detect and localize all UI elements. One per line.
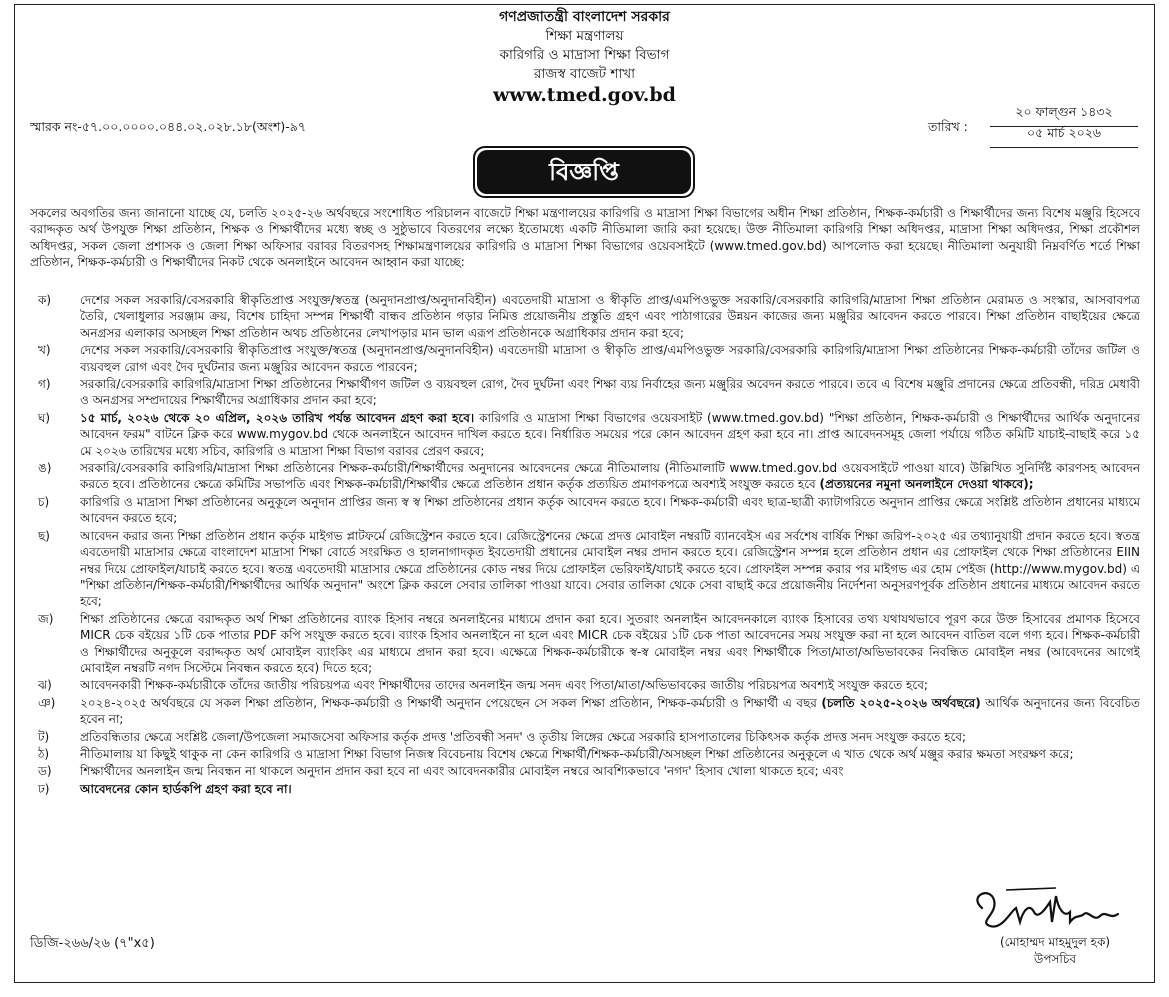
condition-item	[30, 611, 1140, 677]
condition-label: চ)	[38, 494, 50, 509]
memo-reference: স্মারক নং-৫৭.০০.০০০০.০৪৪.০২.০২৮.১৮(অংশ)-৯৭	[30, 119, 307, 134]
condition-text-bold: ১৫ মার্চ, ২০২৬ থেকে ২০ এপ্রিল, ২০২৬ তারিখ পর্যন্ত আবেদন গ্রহণ করা হবে।	[80, 410, 475, 425]
condition-text	[80, 611, 1140, 677]
condition-item	[30, 781, 1140, 797]
condition-text-pre: দেশের সকল সরকারি/বেসরকারি স্বীকৃতিপ্রাপ্ত সংযুক্ত/স্বতন্ত্র (অনুদানপ্রাপ্ত/অনুদানবিহীন) এবতেদায়ী মাদ্রাসা ও স্বীকৃতি প্রাপ্ত/এমপিওভুক্ত সরকারি/বেসরকারি কারিগরি/মাদ্রাসা শিক্ষা প্রতিষ্ঠান মেরামত ও সংস্কার, আসবাবপত্র তৈরি, খেলাধুলার সরঞ্জাম ক্রয়, বিশেষ চাহিদা সম্পন্ন শিক্ষার্থী বান্ধব প্রতিষ্ঠান গড়ার নিমিত্ত প্রয়োজনীয় প্রস্তুতি গ্রহণ এবং পাঠাগারের উন্নয়ন কাজের জন্য মঞ্জুরির আবেদন করতে পারবে। শিক্ষা প্রতিষ্ঠান বাছাইয়ের ক্ষেত্রে অনগ্রসর এলাকার অসচ্ছল শিক্ষা প্রতিষ্ঠান অথচ প্রতিষ্ঠানের লেখাপড়ার মান ভাল এরূপ প্রতিষ্ঠানকে অগ্রাধিকার প্রদান করা হবে;	[80, 293, 1140, 340]
signatory-title: উপসচিব	[1033, 952, 1076, 966]
condition-text-pre: ২০২৪-২০২৫ অর্থবছরে যে সকল শিক্ষা প্রতিষ্ঠান, শিক্ষক-কর্মচারী ও শিক্ষার্থী অনুদান পেয়েছেন সে সকল শিক্ষা প্রতিষ্ঠান, শিক্ষক-কর্মচারী ও শিক্ষার্থী এ বছর	[80, 695, 822, 710]
condition-text	[80, 729, 1140, 745]
condition-text	[80, 494, 1140, 527]
condition-label: ড)	[38, 764, 52, 779]
condition-label: জ)	[38, 611, 54, 626]
condition-label: ক)	[38, 293, 52, 307]
condition-text	[80, 410, 1140, 459]
date-bangla: ২০ ফাল্গুন ১৪৩২	[990, 104, 1138, 127]
condition-text	[80, 342, 1140, 375]
condition-text-bold: (প্রত্যয়নের নমুনা অনলাইনে দেওয়া থাকবে);	[819, 477, 1034, 492]
condition-text-bold: আবেদনের কোন হার্ডকপি গ্রহণ করা হবে না।	[80, 781, 292, 796]
signature-icon	[960, 878, 1130, 934]
condition-label: ছ)	[38, 528, 50, 543]
dg-code: ডিজি-২৬৬/২৬ (৭"x৫)	[30, 936, 155, 951]
condition-label: ঙ)	[38, 461, 52, 476]
condition-text-post: আর্থিক অনুদানের জন্য বিবেচিত হবেন না;	[80, 695, 1141, 727]
condition-item	[30, 494, 1140, 527]
condition-text-pre: আবেদনকারী শিক্ষক-কর্মচারীকে তাঁদের জাতীয় পরিচয়পত্র এবং শিক্ষার্থীদের তাদের অনলাইন জন্ম সনদ এবং পিতা/মাতা/অভিভাবকের জাতীয় পরিচয়পত্র অবশ্যই সংযুক্ত করতে হবে;	[80, 678, 928, 693]
condition-text	[80, 695, 1140, 728]
condition-label: গ)	[38, 377, 51, 392]
intro-paragraph: সকলের অবগতির জন্য জানানো যাচ্ছে যে, চলতি ২০২৫-২৬ অর্থবছরে সংশোধিত পরিচালন বাজেটে শিক্ষা মন্ত্রণালয়ের কারিগরি ও মাদ্রাসা শিক্ষা বিভাগের অধীন শিক্ষা প্রতিষ্ঠান, শিক্ষক-কর্মচারী ও শিক্ষার্থীদের জন্য বিশেষ মঞ্জুরি হিসেবে বরাদ্দকৃত অর্থ উপযুক্ত শিক্ষা প্রতিষ্ঠান, শিক্ষক ও শিক্ষার্থীদের মধ্যে স্বচ্ছ ও সুষ্ঠুভাবে বিতরণের লক্ষ্যে ইতোমধ্যে একটি নীতিমালা জারি করা হয়েছে। উক্ত নীতিমালা কারিগরি শিক্ষা অধিদপ্তর, মাদ্রাসা শিক্ষা অধিদপ্তর, শিক্ষা প্রকৌশল অধিদপ্তর, সকল জেলা প্রশাসক ও জেলা শিক্ষা অফিসার বরাবর বিতরণসহ শিক্ষামন্ত্রণালয়ের কারিগরি ও মাদ্রাসা শিক্ষা বিভাগের ওয়েবসাইটে (www.tmed.gov.bd) আপলোড করা হয়েছে। নীতিমালা অনুযায়ী নিম্নবর্ণিত শর্তে শিক্ষা প্রতিষ্ঠান, শিক্ষক-কর্মচারী ও শিক্ষার্থীদের নিকট থেকে অনলাইনে আবেদন আহ্বান করা যাচ্ছে:	[30, 206, 1140, 270]
condition-item	[30, 292, 1140, 341]
branch-name: রাজস্ব বাজেট শাখা	[533, 66, 636, 82]
condition-text	[80, 677, 1140, 693]
condition-text-pre: প্রতিবন্ধিতার ক্ষেত্রে সংশ্লিষ্ট জেলা/উপজেলা সমাজসেবা অফিসার কর্তৃক প্রদত্ত 'প্রতিবন্ধী সনদ' ও তৃতীয় লিঙ্গের ক্ষেত্রে সরকারি হাসপাতালের চিকিৎসক কর্তৃক প্রদত্ত সনদ সংযুক্ত করতে হবে;	[80, 729, 967, 744]
condition-text-bold: (চলতি ২০২৫-২০২৬ অর্থবছরে)	[821, 695, 981, 710]
date-gregorian: ০৫ মার্চ ২০২৬	[990, 125, 1138, 148]
condition-text-pre: আবেদন করার জন্য শিক্ষা প্রতিষ্ঠান প্রধান কর্তৃক মাইগভ প্লাটফর্মে রেজিস্ট্রেশন করতে হবে। রেজিস্ট্রেশনের ক্ষেত্রে প্রদত্ত মোবাইল নম্বরটি ব্যানবেইস এর সর্বশেষ বার্ষিক শিক্ষা জরিপ-২০২৫ এর তথ্যানুযায়ী প্রদান করতে হবে। স্বতন্ত্র এবতেদায়ী মাদ্রাসার ক্ষেত্রে বাংলাদেশ মাদ্রাসা শিক্ষা বোর্ডে সংরক্ষিত ও হালনাগাদকৃত ইবতেদায়ী প্রধানের মোবাইল নম্বর প্রদান করতে হবে। রেজিস্ট্রেশন সম্পন্ন হলে প্রতিষ্ঠান প্রধান এর প্রোফাইল থেকে শিক্ষা প্রতিষ্ঠানের EIIN নম্বর দিয়ে প্রোফাইল/যাচাই করতে হবে। স্বতন্ত্র এবতেদায়ী মাদ্রাসার ক্ষেত্রে প্রতিষ্ঠানের কোড নম্বর দিয়ে প্রোফাইল ভেরিফাই/যাচাই করতে হবে। প্রোফাইল সম্পন্ন করার পর মাইগভ এর হোম পেইজ (http://www.mygov.bd) এ "শিক্ষা প্রতিষ্ঠান/শিক্ষক-কর্মচারী/শিক্ষার্থীদের আর্থিক অনুদান" অংশে ক্লিক করলে সেবার তালিকা পাওয়া যাবে। সেবার তালিকা থেকে সেবা বাছাই করে প্রয়োজনীয় নির্দেশনা অনুসরণপূর্বক প্রতিষ্ঠান প্রধানের মাধ্যমে আবেদন করতে হবে;	[80, 528, 1140, 609]
condition-label: ঢ)	[38, 781, 50, 796]
condition-label: ঠ)	[38, 746, 50, 761]
condition-text-pre: সরকারি/বেসরকারি কারিগরি/মাদ্রাসা শিক্ষা প্রতিষ্ঠানের শিক্ষার্থীগণ জটিল ও ব্যয়বহুল রোগ, দৈব দুর্ঘটনা এবং শিক্ষা ব্যয় নির্বাহের জন্য মঞ্জুরির অবেদন করতে পারবে। তবে এ বিশেষ মঞ্জুরি প্রদানের ক্ষেত্রে প্রতিবন্ধী, দরিদ্র মেধাবী ও অনগ্রসর সম্প্রদায়ের শিক্ষার্থীদের অগ্রাধিকার প্রদান করা হবে;	[80, 377, 1140, 408]
division-name: কারিগরি ও মাদ্রাসা শিক্ষা বিভাগ	[499, 47, 670, 63]
condition-item	[30, 528, 1140, 610]
date-label: তারিখ :	[928, 119, 968, 134]
signatory-name: (মোহাম্মদ মাহমুদুল হক)	[999, 935, 1111, 949]
condition-item	[30, 376, 1140, 409]
condition-text	[80, 460, 1140, 493]
conditions-list	[30, 292, 1140, 798]
condition-item	[30, 460, 1140, 493]
condition-text	[80, 292, 1140, 341]
condition-text-pre: সরকারি/বেসরকারি কারিগরি/মাদ্রাসা শিক্ষা প্রতিষ্ঠানের শিক্ষক-কর্মচারী/শিক্ষার্থীদের অনুদানের আবেদনের ক্ষেত্রে নীতিমালায় (নীতিমালাটি www.tmed.gov.bd ওয়েবসাইটে পাওয়া যাবে) উল্লিখিত সুনির্দিষ্ট কারণসহ আবেদন করতে হবে। প্রতিষ্ঠানের ক্ষেত্রে কমিটির সভাপতি এবং শিক্ষক-কর্মচারী/শিক্ষার্থীর ক্ষেত্রে প্রতিষ্ঠান প্রধান কর্তৃক প্রত্যয়িত প্রমাণকপত্রে অবশ্যই সংযুক্ত করতে হবে	[80, 461, 1140, 492]
condition-text	[80, 746, 1140, 762]
condition-text	[80, 763, 1140, 779]
condition-text	[80, 528, 1140, 610]
condition-item	[30, 410, 1140, 459]
government-name: গণপ্রজাতন্ত্রী বাংলাদেশ সরকার	[499, 9, 670, 25]
condition-text-pre: নীতিমালায় যা কিছুই থাকুক না কেন কারিগরি ও মাদ্রাসা শিক্ষা বিভাগ নিজস্ব বিবেচনায় বিশেষ ক্ষেত্রে শিক্ষার্থী/শিক্ষক-কর্মচারী/অসচ্ছল শিক্ষা প্রতিষ্ঠানের অনুকূলে এ খাত থেকে অর্থ মঞ্জুর করার ক্ষমতা সংরক্ষণ করে;	[80, 746, 1074, 761]
condition-item	[30, 677, 1140, 693]
condition-item	[30, 763, 1140, 779]
website-link[interactable]: www.tmed.gov.bd	[493, 84, 676, 106]
condition-item	[30, 342, 1140, 375]
condition-text-pre: দেশের সকল সরকারি/বেসরকারি স্বীকৃতিপ্রাপ্ত সংযুক্ত/স্বতন্ত্র (অনুদানপ্রাপ্ত/অনুদানবিহীন) এবতেদায়ী মাদ্রাসা ও স্বীকৃতি প্রাপ্ত/এমপিওভুক্ত সরকারি/বেসরকারি কারিগরি/মাদ্রাসা শিক্ষা প্রতিষ্ঠানের শিক্ষক-কর্মচারী তাঁদের জটিল ও ব্যয়বহুল রোগ এবং দৈব দুর্ঘটনার জন্য মঞ্জুরির আবেদন করতে পারবেন;	[80, 343, 1140, 374]
condition-label: ঞ)	[38, 695, 56, 710]
signatory-block	[975, 934, 1135, 968]
condition-item	[30, 729, 1140, 745]
condition-text-pre: শিক্ষার্থীদের অনলাইন জন্ম নিবন্ধন না থাকলে অনুদান প্রদান করা হবে না এবং আবেদনকারীর মোবাইল নম্বরে আবশ্যিকভাবে 'নগদ' হিসাব খোলা থাকতে হবে; এবং	[80, 764, 844, 779]
condition-label: ঘ)	[38, 410, 51, 425]
condition-text-post: কারিগরি ও মাদ্রাসা শিক্ষা বিভাগের ওয়েবসাইট (www.tmed.gov.bd) "শিক্ষা প্রতিষ্ঠান, শিক্ষক-কর্মচারী ও শিক্ষার্থীদের আর্থিক অনুদানের আবেদন ফরম" বাটনে ক্লিক করে www.mygov.bd থেকে অনলাইনে আবেদন দাখিল করতে হবে। নির্ধারিত সময়ের পরে কোন আবেদন গ্রহণ করা হবে না। প্রাপ্ত আবেদনসমূহ জেলা পর্যায়ে গঠিত কমিটি যাচাই-বাছাই করে ১৫ মে ২০২৬ তারিখের মধ্যে সচিব, কারিগরি ও মাদ্রাসা শিক্ষা বিভাগ বরাবর প্রেরণ করবে;	[80, 410, 1140, 458]
letterhead	[0, 8, 1169, 106]
ministry-name: শিক্ষা মন্ত্রণালয়	[545, 28, 624, 44]
condition-label: ঝ)	[38, 678, 52, 693]
condition-item	[30, 746, 1140, 762]
condition-text-pre: শিক্ষা প্রতিষ্ঠানের ক্ষেত্রে বরাদ্দকৃত অর্থ শিক্ষা প্রতিষ্ঠানের ব্যাংক হিসাব নম্বরে অনলাইনের মাধ্যমে প্রদান করা হবে। সুতরাং অনলাইন আবেদনকালে ব্যাংক হিসাবের তথ্য যথাযথভাবে পূরণ করে উক্ত হিসাবের প্রমাণক হিসেবে MICR চেক বইয়ের ১টি চেক পাতার PDF কপি সংযুক্ত করতে হবে। ব্যাংক হিসাব অনলাইনে না হলে এবং MICR চেক বইয়ের ১টি চেক পাতা আবেদনের সময় সংযুক্ত করা না হলে আবেদন বাতিল বলে গণ্য হবে। শিক্ষক-কর্মচারী ও শিক্ষার্থীদের অনুকূলে বরাদ্দকৃত অর্থ মোবাইল ব্যাংকিং এর মাধ্যমে প্রদান করা হবে। এক্ষেত্রে শিক্ষক-কর্মচারীকে স্ব-স্ব মোবাইল নম্বর এবং শিক্ষার্থীকে পিতা/মাতা/অভিভাবকের নিবন্ধিত মোবাইল নম্বর (আবেদনের আগেই মোবাইল নম্বরটি নগদ সিস্টেমে নিবন্ধন করতে হবে) দিতে হবে;	[80, 611, 1140, 675]
notice-title: বিজ্ঞপ্তি	[477, 150, 691, 194]
condition-label: খ)	[38, 343, 51, 358]
condition-text	[80, 781, 1140, 797]
condition-text-pre: কারিগরি ও মাদ্রাসা শিক্ষা প্রতিষ্ঠানের অনুকূলে অনুদান প্রাপ্তির জন্য স্ব স্ব শিক্ষা প্রতিষ্ঠানের প্রধান কর্তৃক আবেদন করতে হবে। শিক্ষক-কর্মচারী এবং ছাত্র-ছাত্রী ক্যাটাগরিতে অনুদান প্রাপ্তির ক্ষেত্রে সংশ্লিষ্ট প্রতিষ্ঠান প্রধানের মাধ্যমে আবেদন করতে হবে;	[80, 494, 1140, 526]
condition-item	[30, 695, 1140, 728]
condition-label: ট)	[38, 729, 50, 744]
condition-text	[80, 376, 1140, 409]
